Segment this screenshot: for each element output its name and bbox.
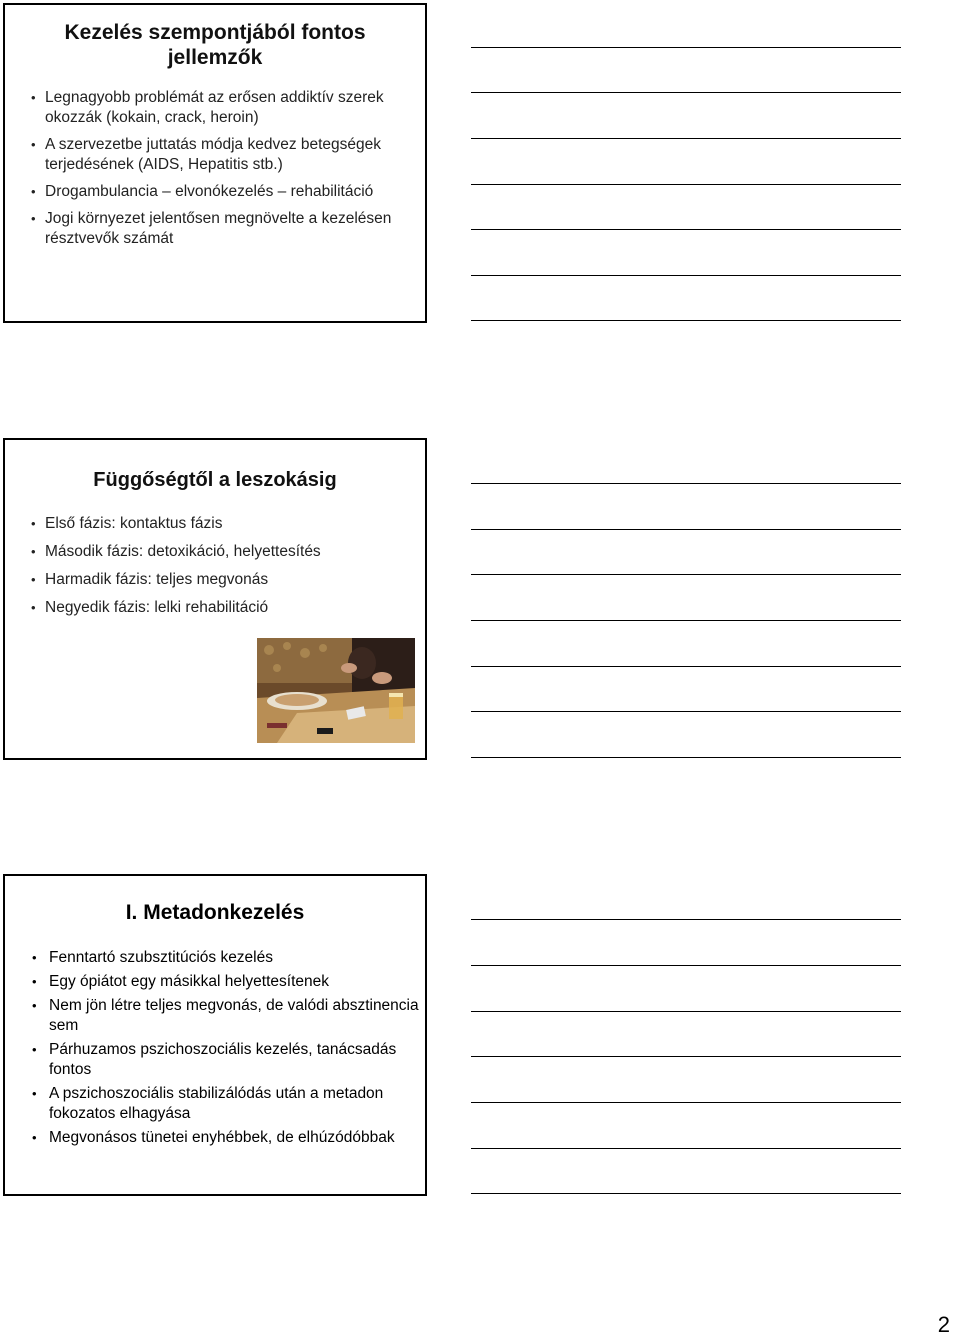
slide-3-bullet: • A pszichoszociális stabilizálódás után a metadon fokozatos elhagyása (32, 1085, 384, 1122)
note-line (471, 229, 901, 230)
note-line (471, 757, 901, 758)
bullet-icon: • (32, 950, 37, 965)
slide-1-bullet: • Drogambulancia – elvonókezelés – rehabilitáció (31, 183, 374, 200)
slide-3 (3, 874, 427, 1196)
note-line (471, 138, 901, 139)
slide-3-title: I. Metadonkezelés (125, 901, 305, 924)
slide-3-bullet: • Párhuzamos pszichoszociális kezelés, tanácsadás fontos (32, 1041, 397, 1078)
slide-2-bullet: • Második fázis: detoxikáció, helyettesítés (31, 543, 321, 560)
bullet-icon: • (32, 1042, 37, 1057)
slide-3-bullet-list (5, 948, 425, 1148)
bullet-icon: • (31, 211, 36, 226)
slide-3-bullet: • Fenntartó szubsztitúciós kezelés (32, 949, 273, 966)
note-line (471, 483, 901, 484)
note-line (471, 1056, 901, 1057)
bullet-icon: • (31, 90, 36, 105)
bullet-icon: • (31, 600, 36, 615)
note-line (471, 965, 901, 966)
slide-1-bullet: • Jogi környezet jelentősen megnövelte a kezelésen résztvevők számát (31, 210, 392, 247)
bullet-icon: • (31, 544, 36, 559)
slide-3-bullet: • Megvonásos tünetei enyhébbek, de elhúzódóbbak (32, 1129, 395, 1146)
slide-2-bullet: • Első fázis: kontaktus fázis (31, 515, 223, 532)
slide-3-bullet: • Egy ópiátot egy másikkal helyettesítenek (32, 973, 330, 990)
note-line (471, 1193, 901, 1194)
bullet-icon: • (32, 974, 37, 989)
note-line (471, 1011, 901, 1012)
bullet-icon: • (32, 998, 37, 1013)
note-line (471, 1148, 901, 1149)
note-line (471, 666, 901, 667)
slide-2-bullet-list (5, 514, 425, 618)
note-line (471, 574, 901, 575)
note-line (471, 184, 901, 185)
note-line (471, 919, 901, 920)
note-line (471, 320, 901, 321)
slide-2-bullet: • Negyedik fázis: lelki rehabilitáció (31, 599, 269, 616)
note-line (471, 620, 901, 621)
slide-3-bullet: • Nem jön létre teljes megvonás, de valódi absztinencia sem (32, 997, 419, 1034)
bullet-icon: • (31, 184, 36, 199)
page-number: 2 (937, 1312, 950, 1337)
slide-1-bullet: • A szervezetbe juttatás módja kedvez betegségek terjedésének (AIDS, Hepatitis stb.) (31, 136, 382, 173)
bullet-icon: • (31, 137, 36, 152)
slide-1-bullet-list (5, 88, 425, 249)
slide-2-title: Függőségtől a leszokásig (93, 469, 337, 491)
bullet-icon: • (32, 1086, 37, 1101)
slide-1-title: Kezelés szempontjából fontos jellemzők (64, 21, 366, 69)
slide-1-bullet: • Legnagyobb problémát az erősen addiktív szerek okozzák (kokain, crack, heroin) (31, 89, 384, 126)
note-line (471, 47, 901, 48)
slide-2 (3, 438, 427, 760)
slide-2-bullet: • Harmadik fázis: teljes megvonás (31, 571, 269, 588)
bullet-icon: • (31, 572, 36, 587)
note-line (471, 711, 901, 712)
note-line (471, 1102, 901, 1103)
slide-1 (3, 3, 427, 323)
note-line (471, 92, 901, 93)
slide-2-photo (257, 638, 415, 743)
note-line (471, 529, 901, 530)
note-line (471, 275, 901, 276)
bullet-icon: • (31, 516, 36, 531)
bullet-icon: • (32, 1130, 37, 1145)
